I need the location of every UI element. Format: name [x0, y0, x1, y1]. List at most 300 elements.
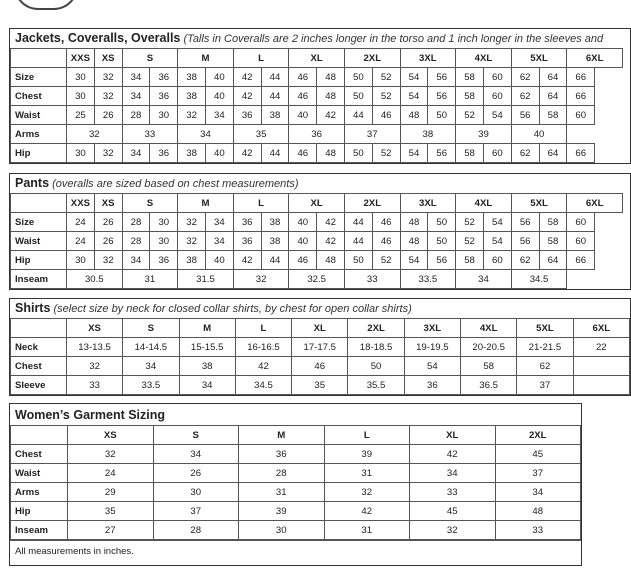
- row-label: [11, 194, 67, 213]
- measurement-cell: 46: [289, 87, 317, 106]
- womens-size-table: [10, 425, 581, 540]
- measurement-cell: 48: [317, 87, 345, 106]
- size-header: L: [235, 319, 291, 338]
- measurement-cell: 62: [511, 87, 539, 106]
- size-header: XXS: [67, 49, 95, 68]
- measurement-cell: 21-21.5: [517, 338, 573, 357]
- measurement-cell: 30: [150, 213, 178, 232]
- measurement-cell: 30: [67, 87, 95, 106]
- size-header: L: [233, 49, 289, 68]
- measurement-cell: 33: [344, 270, 400, 289]
- table-row: [11, 270, 623, 289]
- measurement-cell: 50: [428, 232, 456, 251]
- measurement-cell: 50: [344, 87, 372, 106]
- jackets-sizing-section: [9, 28, 631, 164]
- measurement-cell: 28: [239, 464, 325, 483]
- table-row: [11, 521, 581, 540]
- size-header: 6XL: [567, 49, 623, 68]
- measurement-cell: 42: [317, 106, 345, 125]
- measurement-cell: 54: [404, 357, 460, 376]
- measurement-cell: 62: [511, 68, 539, 87]
- size-header: 4XL: [456, 194, 512, 213]
- pants-sizing-section: [9, 173, 631, 290]
- shirts-size-table: [10, 318, 630, 395]
- measurement-cell: 36: [239, 445, 325, 464]
- size-header: XS: [66, 319, 122, 338]
- size-header: 2XL: [344, 194, 400, 213]
- measurement-cell: 32: [67, 125, 123, 144]
- measurement-cell: 46: [289, 144, 317, 163]
- table-row: [11, 232, 623, 251]
- measurement-cell: 33: [495, 521, 581, 540]
- measurement-cell: 44: [344, 106, 372, 125]
- measurement-cell: 37: [153, 502, 239, 521]
- measurement-cell: 42: [233, 87, 261, 106]
- measurement-cell: 44: [261, 68, 289, 87]
- measurement-cell: 60: [483, 87, 511, 106]
- size-header: XL: [410, 426, 496, 445]
- measurement-cell: 54: [483, 106, 511, 125]
- measurement-cell: 40: [289, 232, 317, 251]
- measurement-cell: 62: [511, 144, 539, 163]
- measurement-cell: 52: [456, 213, 484, 232]
- row-label: Size: [11, 213, 67, 232]
- measurement-cell: 66: [567, 87, 595, 106]
- measurement-cell: 40: [289, 106, 317, 125]
- measurements-footnote: All measurements in inches.: [10, 540, 581, 565]
- measurement-cell: 33: [410, 483, 496, 502]
- measurement-cell: 38: [178, 144, 206, 163]
- measurement-cell: 32: [66, 357, 122, 376]
- measurement-cell: 64: [539, 144, 567, 163]
- measurement-cell: 52: [456, 232, 484, 251]
- measurement-cell: 50: [428, 106, 456, 125]
- measurement-cell: 32: [94, 144, 122, 163]
- measurement-cell: 46: [372, 213, 400, 232]
- measurement-cell: 30.5: [67, 270, 123, 289]
- measurement-cell: 58: [539, 213, 567, 232]
- measurement-cell: 29: [68, 483, 154, 502]
- measurement-cell: 35.5: [348, 376, 404, 395]
- measurement-cell: 58: [456, 87, 484, 106]
- section-title: Jackets, Coveralls, Overalls: [15, 31, 181, 45]
- measurement-cell: 62: [517, 357, 573, 376]
- size-header: M: [178, 49, 234, 68]
- measurement-cell: 54: [400, 144, 428, 163]
- measurement-cell: 33: [122, 125, 178, 144]
- measurement-cell: 32: [233, 270, 289, 289]
- measurement-cell: 34: [456, 270, 512, 289]
- measurement-cell: 28: [122, 106, 150, 125]
- measurement-cell: 34: [205, 213, 233, 232]
- measurement-cell: 34: [178, 125, 234, 144]
- measurement-cell: 24: [68, 464, 154, 483]
- measurement-cell: 24: [67, 232, 95, 251]
- measurement-cell: 54: [400, 68, 428, 87]
- size-header: XL: [289, 194, 345, 213]
- section-title: Women’s Garment Sizing: [15, 408, 166, 422]
- measurement-cell: 19-19.5: [404, 338, 460, 357]
- table-row: [11, 338, 630, 357]
- measurement-cell: 30: [153, 483, 239, 502]
- table-row: [11, 502, 581, 521]
- table-row: [11, 376, 630, 395]
- measurement-cell: 44: [261, 251, 289, 270]
- measurement-cell: 38: [261, 213, 289, 232]
- measurement-cell: 34: [205, 232, 233, 251]
- table-row: [11, 68, 623, 87]
- measurement-cell: 34: [122, 68, 150, 87]
- row-label: [11, 49, 67, 68]
- measurement-cell: 58: [539, 106, 567, 125]
- table-row: [11, 445, 581, 464]
- measurement-cell: 52: [372, 68, 400, 87]
- measurement-cell: 46: [372, 232, 400, 251]
- measurement-cell: 40: [205, 68, 233, 87]
- measurement-cell: 42: [235, 357, 291, 376]
- size-header: M: [179, 319, 235, 338]
- measurement-cell: 52: [372, 144, 400, 163]
- measurement-cell: 56: [511, 232, 539, 251]
- measurement-cell: 30: [150, 106, 178, 125]
- row-label: Arms: [11, 125, 67, 144]
- measurement-cell: 34.5: [235, 376, 291, 395]
- size-header-row: [11, 194, 623, 213]
- section-note: (overalls are sized based on chest measurements): [49, 178, 299, 190]
- row-label: Chest: [11, 87, 67, 106]
- measurement-cell: 40: [205, 144, 233, 163]
- measurement-cell: 32: [178, 106, 206, 125]
- measurement-cell: 50: [428, 213, 456, 232]
- measurement-cell: 35: [68, 502, 154, 521]
- measurement-cell: 42: [233, 251, 261, 270]
- measurement-cell: 60: [567, 232, 595, 251]
- size-header: XL: [289, 49, 345, 68]
- row-label: [11, 319, 67, 338]
- pants-size-table: [10, 193, 623, 289]
- row-label: Hip: [11, 251, 67, 270]
- measurement-cell: 38: [178, 251, 206, 270]
- measurement-cell: 42: [233, 144, 261, 163]
- measurement-cell: 56: [428, 68, 456, 87]
- measurement-cell: 58: [456, 251, 484, 270]
- size-header: M: [178, 194, 234, 213]
- measurement-cell: 33.5: [123, 376, 179, 395]
- table-row: [11, 144, 623, 163]
- measurement-cell: 20-20.5: [461, 338, 517, 357]
- measurement-cell: 48: [400, 213, 428, 232]
- size-header-row: [11, 426, 581, 445]
- table-row: [11, 106, 623, 125]
- measurement-cell: 36: [150, 87, 178, 106]
- measurement-cell: 30: [67, 251, 95, 270]
- measurement-cell: 26: [94, 106, 122, 125]
- measurement-cell: 32: [410, 521, 496, 540]
- row-label: Size: [11, 68, 67, 87]
- size-header: 5XL: [517, 319, 573, 338]
- measurement-cell: 37: [495, 464, 581, 483]
- measurement-cell: 44: [344, 213, 372, 232]
- measurement-cell: 18-18.5: [348, 338, 404, 357]
- measurement-cell: 33: [66, 376, 122, 395]
- measurement-cell: 14-14.5: [123, 338, 179, 357]
- measurement-cell: 56: [428, 251, 456, 270]
- measurement-cell: 45: [410, 502, 496, 521]
- measurement-cell: 50: [348, 357, 404, 376]
- measurement-cell: 60: [483, 251, 511, 270]
- row-label: Hip: [11, 502, 68, 521]
- measurement-cell: 36: [233, 213, 261, 232]
- size-header: XL: [292, 319, 348, 338]
- measurement-cell: 64: [539, 68, 567, 87]
- section-title: Pants: [15, 176, 50, 190]
- measurement-cell: 40: [289, 213, 317, 232]
- row-label: Neck: [11, 338, 67, 357]
- measurement-cell: 42: [410, 445, 496, 464]
- table-row: [11, 87, 623, 106]
- size-header-row: [11, 49, 623, 68]
- measurement-cell: 36: [150, 68, 178, 87]
- measurement-cell: 50: [344, 144, 372, 163]
- measurement-cell: 31: [324, 464, 410, 483]
- size-header: 3XL: [400, 49, 456, 68]
- measurement-cell: 52: [456, 106, 484, 125]
- measurement-cell: 34.5: [511, 270, 567, 289]
- measurement-cell: 38: [261, 106, 289, 125]
- measurement-cell: 16-16.5: [235, 338, 291, 357]
- table-row: [11, 483, 581, 502]
- row-label: Sleeve: [11, 376, 67, 395]
- section-heading: [10, 174, 630, 193]
- measurement-cell: 39: [324, 445, 410, 464]
- measurement-cell: 56: [511, 213, 539, 232]
- measurement-cell: 48: [317, 68, 345, 87]
- table-row: [11, 251, 623, 270]
- measurement-cell: 26: [94, 232, 122, 251]
- size-header: 6XL: [573, 319, 629, 338]
- measurement-cell: 46: [289, 251, 317, 270]
- size-header: L: [324, 426, 410, 445]
- table-row: [11, 357, 630, 376]
- measurement-cell: 25: [67, 106, 95, 125]
- measurement-cell: 60: [483, 144, 511, 163]
- row-label: Waist: [11, 106, 67, 125]
- measurement-cell: 36: [150, 251, 178, 270]
- size-header: 4XL: [456, 49, 512, 68]
- measurement-cell: 34: [153, 445, 239, 464]
- measurement-cell: 32: [324, 483, 410, 502]
- measurement-cell: 48: [495, 502, 581, 521]
- table-row: [11, 125, 623, 144]
- measurement-cell: 36: [404, 376, 460, 395]
- measurement-cell: 27: [68, 521, 154, 540]
- measurement-cell: 64: [539, 87, 567, 106]
- measurement-cell: 50: [344, 251, 372, 270]
- measurement-cell: 58: [461, 357, 517, 376]
- size-header: 5XL: [511, 194, 567, 213]
- measurement-cell: 39: [456, 125, 512, 144]
- measurement-cell: 31: [239, 483, 325, 502]
- measurement-cell: 37: [344, 125, 400, 144]
- womens-sizing-section: [9, 403, 582, 566]
- size-header: L: [233, 194, 289, 213]
- measurement-cell: 66: [567, 144, 595, 163]
- row-label: Chest: [11, 445, 68, 464]
- row-label: Waist: [11, 464, 68, 483]
- size-header: XS: [94, 194, 122, 213]
- measurement-cell: 44: [344, 232, 372, 251]
- size-header: 3XL: [400, 194, 456, 213]
- measurement-cell: 54: [400, 251, 428, 270]
- measurement-cell: 31.5: [178, 270, 234, 289]
- measurement-cell: 46: [292, 357, 348, 376]
- size-header: 2XL: [348, 319, 404, 338]
- measurement-cell: 52: [372, 87, 400, 106]
- measurement-cell: 66: [567, 68, 595, 87]
- shirts-sizing-section: [9, 298, 631, 396]
- measurement-cell: 36: [289, 125, 345, 144]
- measurement-cell: 17-17.5: [292, 338, 348, 357]
- measurement-cell: 48: [400, 106, 428, 125]
- measurement-cell: 48: [317, 251, 345, 270]
- measurement-cell: 44: [261, 87, 289, 106]
- measurement-cell: 28: [153, 521, 239, 540]
- measurement-cell: 33.5: [400, 270, 456, 289]
- size-header: XS: [94, 49, 122, 68]
- size-header: S: [123, 319, 179, 338]
- measurement-cell: 34: [122, 87, 150, 106]
- measurement-cell: 32: [94, 68, 122, 87]
- measurement-cell: 35: [233, 125, 289, 144]
- measurement-cell: 32: [178, 232, 206, 251]
- measurement-cell: 30: [239, 521, 325, 540]
- row-label: [11, 426, 68, 445]
- table-row: [11, 464, 581, 483]
- measurement-cell: 28: [122, 213, 150, 232]
- measurement-cell: 52: [372, 251, 400, 270]
- measurement-cell: 24: [67, 213, 95, 232]
- measurement-cell: 38: [261, 232, 289, 251]
- measurement-cell: 42: [324, 502, 410, 521]
- size-header: XXS: [67, 194, 95, 213]
- measurement-cell: 22: [573, 338, 629, 357]
- size-header: S: [153, 426, 239, 445]
- measurement-cell: 46: [289, 68, 317, 87]
- measurement-cell: 45: [495, 445, 581, 464]
- measurement-cell: 54: [483, 232, 511, 251]
- measurement-cell: 38: [400, 125, 456, 144]
- measurement-cell: 38: [178, 87, 206, 106]
- measurement-cell: 37: [517, 376, 573, 395]
- jackets-size-table: [10, 48, 623, 163]
- measurement-cell: 34: [123, 357, 179, 376]
- section-title: Shirts: [15, 301, 51, 315]
- section-heading: [10, 29, 630, 48]
- size-header: 6XL: [567, 194, 623, 213]
- measurement-cell: 30: [67, 144, 95, 163]
- measurement-cell: 60: [567, 213, 595, 232]
- section-heading: [10, 404, 581, 425]
- measurement-cell: 36: [233, 232, 261, 251]
- size-header: M: [239, 426, 325, 445]
- table-row: [11, 213, 623, 232]
- row-label: Arms: [11, 483, 68, 502]
- measurement-cell: [573, 357, 629, 376]
- measurement-cell: 60: [483, 68, 511, 87]
- section-heading: [10, 299, 630, 318]
- measurement-cell: 13-13.5: [66, 338, 122, 357]
- measurement-cell: 34: [410, 464, 496, 483]
- measurement-cell: 32: [178, 213, 206, 232]
- brand-logo: [14, 0, 78, 10]
- measurement-cell: 42: [317, 232, 345, 251]
- measurement-cell: 15-15.5: [179, 338, 235, 357]
- size-header: 4XL: [461, 319, 517, 338]
- row-label: Waist: [11, 232, 67, 251]
- measurement-cell: 30: [67, 68, 95, 87]
- measurement-cell: 26: [153, 464, 239, 483]
- measurement-cell: 34: [122, 144, 150, 163]
- row-label: Inseam: [11, 521, 68, 540]
- measurement-cell: 34: [495, 483, 581, 502]
- measurement-cell: 38: [178, 68, 206, 87]
- size-header: S: [122, 49, 178, 68]
- measurement-cell: 34: [122, 251, 150, 270]
- measurement-cell: 60: [567, 106, 595, 125]
- measurement-cell: 56: [511, 106, 539, 125]
- measurement-cell: 26: [94, 213, 122, 232]
- section-note: (select size by neck for closed collar shirts, by chest for open collar shirts): [50, 303, 412, 315]
- measurement-cell: 42: [317, 213, 345, 232]
- row-label: Chest: [11, 357, 67, 376]
- measurement-cell: 66: [567, 251, 595, 270]
- measurement-cell: 35: [292, 376, 348, 395]
- measurement-cell: 40: [205, 251, 233, 270]
- row-label: Inseam: [11, 270, 67, 289]
- measurement-cell: 48: [400, 232, 428, 251]
- measurement-cell: 58: [456, 144, 484, 163]
- measurement-cell: 30: [150, 232, 178, 251]
- size-header: S: [122, 194, 178, 213]
- measurement-cell: 39: [239, 502, 325, 521]
- section-note: (Talls in Coveralls are 2 inches longer in the torso and 1 inch longer in the sleeves and: [180, 33, 604, 45]
- measurement-cell: 64: [539, 251, 567, 270]
- measurement-cell: 32: [68, 445, 154, 464]
- measurement-cell: 58: [456, 68, 484, 87]
- size-header: XS: [68, 426, 154, 445]
- size-header: 3XL: [404, 319, 460, 338]
- measurement-cell: 36: [233, 106, 261, 125]
- measurement-cell: 34: [205, 106, 233, 125]
- measurement-cell: 38: [179, 357, 235, 376]
- measurement-cell: 42: [233, 68, 261, 87]
- measurement-cell: 62: [511, 251, 539, 270]
- measurement-cell: 31: [122, 270, 178, 289]
- measurement-cell: 31: [324, 521, 410, 540]
- measurement-cell: 56: [428, 144, 456, 163]
- size-header: 2XL: [344, 49, 400, 68]
- measurement-cell: 32: [94, 251, 122, 270]
- size-header: 2XL: [495, 426, 581, 445]
- measurement-cell: 56: [428, 87, 456, 106]
- measurement-cell: 32: [94, 87, 122, 106]
- measurement-cell: 58: [539, 232, 567, 251]
- measurement-cell: 32.5: [289, 270, 345, 289]
- measurement-cell: 40: [511, 125, 567, 144]
- measurement-cell: 36: [150, 144, 178, 163]
- row-label: Hip: [11, 144, 67, 163]
- measurement-cell: 36.5: [461, 376, 517, 395]
